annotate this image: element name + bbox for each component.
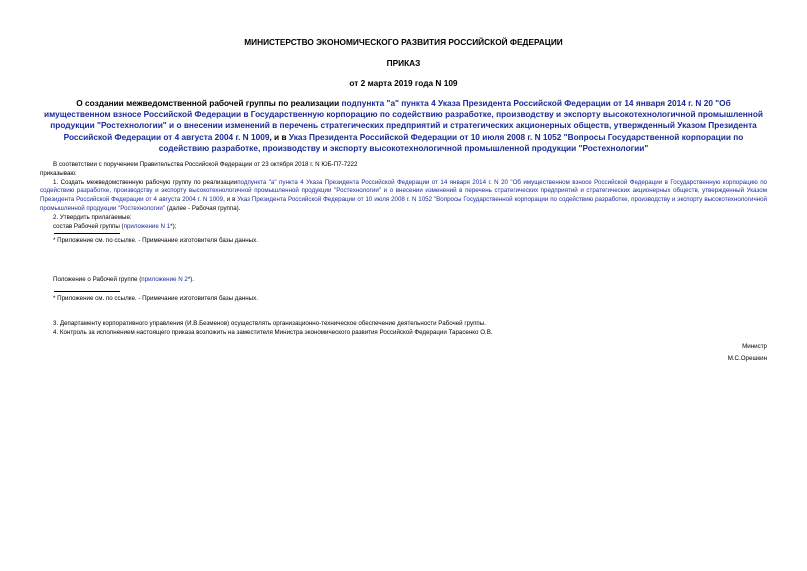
footnote-1: * Приложение см. по ссылке. - Примечание изготовителя базы данных.: [53, 237, 258, 245]
appendix-1-link[interactable]: приложение N 1: [123, 222, 171, 230]
appendix-2-link[interactable]: приложение N 2: [141, 276, 188, 284]
document-title: [40, 88, 767, 154]
item-2b-text-1: Положение о Рабочей группе (: [53, 276, 142, 284]
item-4: 4. Контроль за исполнением настоящего приказа возложить на заместителя Министра экономического развития Российской Федерации Тарасенко О.В.: [53, 328, 493, 336]
item-2-regulation: [40, 276, 767, 285]
title-text-1: О создании межведомственной рабочей группы по реализации: [76, 98, 342, 108]
item-3: 3. Департаменту корпоративного управления (И.В.Безменов) осуществлять организационно-техническое обеспечение деятельности Рабочей группы.: [53, 319, 486, 327]
item-2: 2. Утвердить прилагаемые:: [53, 213, 132, 221]
ministry-name: МИНИСТЕРСТВО ЭКОНОМИЧЕСКОГО РАЗВИТИЯ РОССИЙСКОЙ ФЕДЕРАЦИИ: [244, 37, 563, 47]
document-date-number: от 2 марта 2019 года N 109: [349, 78, 458, 88]
item-2b-text-2: *).: [187, 276, 195, 284]
order-word: приказываю:: [40, 169, 77, 177]
title-text-2: , и в: [269, 131, 289, 142]
item-1-text-1: 1. Создать межведомственную рабочую группу по реализации: [53, 178, 238, 186]
signature-name: М.С.Орешкин: [727, 354, 767, 362]
item-2-composition: [40, 223, 767, 232]
item-1: [40, 179, 767, 214]
title-link-decree-1052[interactable]: Указ Президента Российской Федерации от 10 июля 2008 г. N 1052 "Вопросы Государственной корпорации по содействию разработке, производству и экспорту высокотехнологичной промышленной продукции "Ростехнологии": [158, 131, 744, 153]
item-1-link-decree-20[interactable]: подпункта "а" пункта 4 Указа Президента Российской Федерации от 14 января 2014 г. N 20 "Об имущественном взносе Российской Федерации в Государственную корпорацию по содействию разработке, производству и экспорту высокотехнологичной промышленной продукции "Ростехнологии" и о внесении изменений в перечень стратегических предприятий и стратегических акционерных обществ, утвержденный Указом Президента Российской Федерации от 4 августа 2004 г. N 1009: [40, 178, 767, 204]
title-link-decree-20[interactable]: подпункта "а" пункта 4 Указа Президента Российской Федерации от 14 января 2014 г. N 20 "Об имущественном взносе Российской Федерации в Государственную корпорацию по содействию разработке, производству и экспорту высокотехнологичной промышленной продукции "Ростехнологии" и о внесении изменений в перечень стратегических предприятий и стратегических акционерных обществ, утвержденный Указом Президента Российской Федерации от 4 августа 2004 г. N 1009: [44, 98, 763, 142]
item-2a-text-2: *);: [170, 222, 177, 230]
document-type: ПРИКАЗ: [386, 58, 421, 68]
signature-position: Министр: [742, 343, 767, 351]
item-2a-text-1: состав Рабочей группы (: [53, 222, 124, 230]
preamble: В соответствии с поручением Правительства Российской Федерации от 23 октября 2018 г. N ЮБ-П7-7222: [53, 161, 358, 169]
item-1-text-2: , и в: [223, 196, 238, 204]
footnote-2: * Приложение см. по ссылке. - Примечание изготовителя базы данных.: [53, 294, 258, 302]
item-1-text-3: (далее - Рабочая группа).: [165, 205, 241, 212]
item-1-link-decree-1052[interactable]: Указ Президента Российской Федерации от 10 июля 2008 г. N 1052 "Вопросы Государственной корпорации по содействию разработке, производству и экспорту высокотехнологичной промышленной продукции "Ростехнологии": [40, 196, 767, 212]
